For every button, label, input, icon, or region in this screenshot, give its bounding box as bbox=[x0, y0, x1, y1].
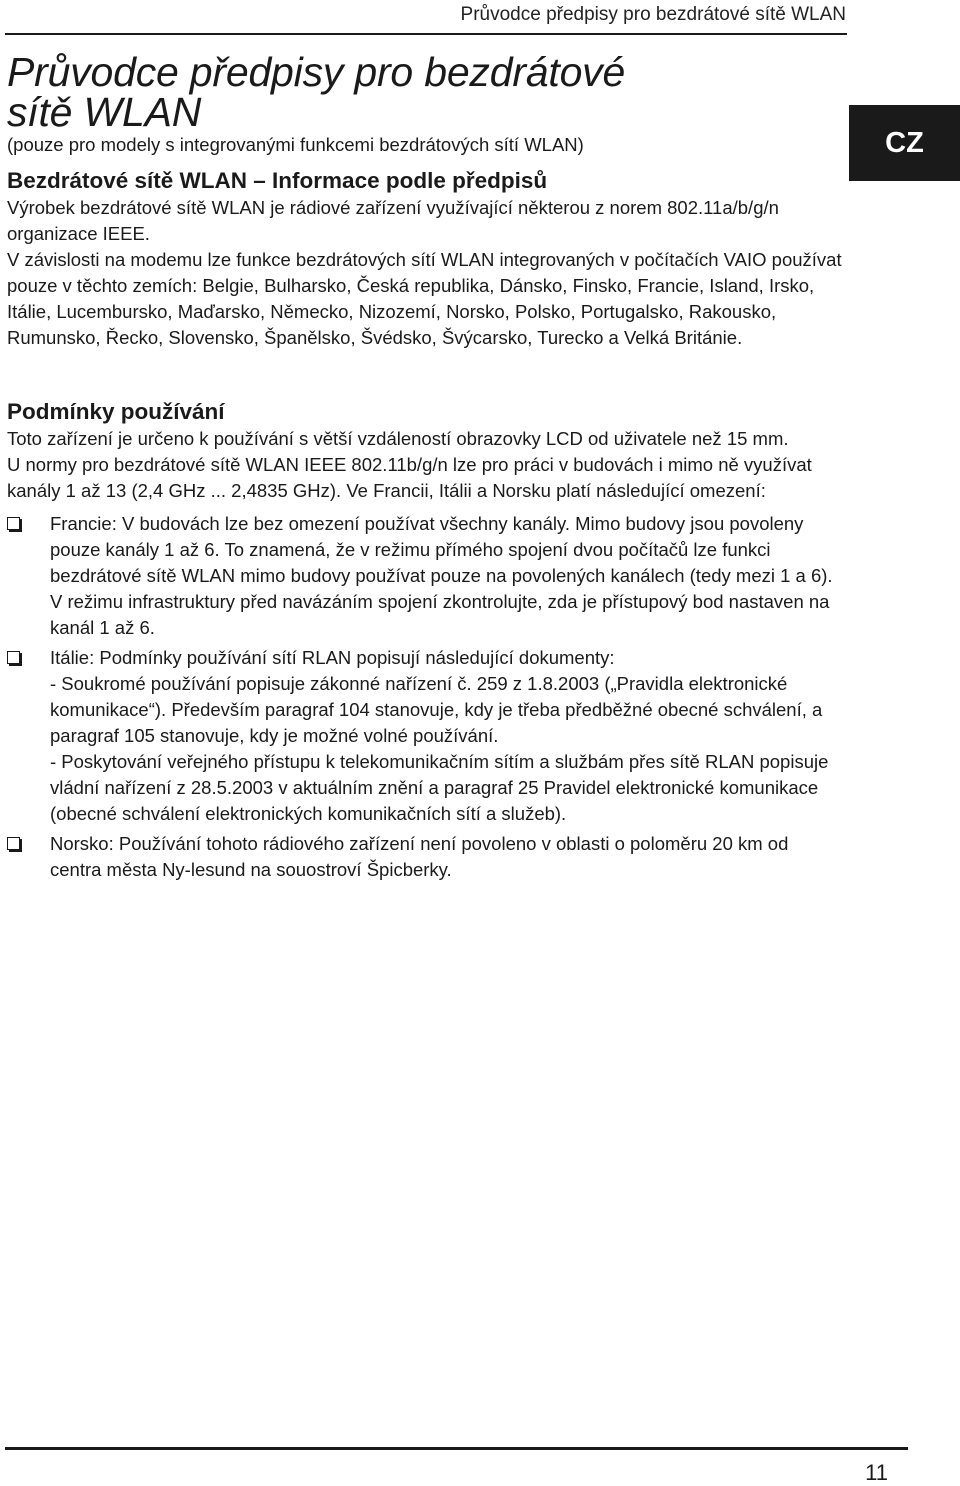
list-item-text: Norsko: Používání tohoto rádiového zařízení není povoleno v oblasti o poloměru 20 km od centra města Ny-lesund na souostroví Špicberky. bbox=[50, 833, 789, 880]
section-heading-regulatory: Bezdrátové sítě WLAN – Informace podle předpisů bbox=[7, 168, 548, 193]
list-item-france bbox=[7, 511, 843, 641]
checkbox-bullet-icon bbox=[7, 517, 20, 530]
paragraph-country-list: V závislosti na modemu lze funkce bezdrátových sítí WLAN integrovaných v počítačích VAIO používat pouze v těchto zemích: Belgie, Bulharsko, Česká republika, Dánsko, Finsko, Francie, Island, Irsko, Itálie, Lucembursko, Maďarsko, Německo, Nizozemí, Norsko, Polsko, Portugalsko, Rakousko, Rumunsko, Řecko, Slovensko, Španělsko, Švédsko, Švýcarsko, Turecko a Velká Británie. bbox=[7, 249, 842, 348]
page-title bbox=[7, 49, 843, 135]
page-subtitle: (pouze pro modely s integrovanými funkcemi bezdrátových sítí WLAN) bbox=[7, 134, 584, 155]
header-rule bbox=[5, 33, 847, 35]
page-title-line2: sítě WLAN bbox=[7, 89, 202, 135]
language-tab: CZ bbox=[849, 105, 960, 181]
section-heading-conditions: Podmínky používání bbox=[7, 399, 225, 424]
checkbox-bullet-icon bbox=[7, 651, 20, 664]
list-item-italy bbox=[7, 645, 843, 827]
list-item-norway bbox=[7, 831, 843, 883]
page-content bbox=[7, 49, 843, 887]
page-title-line1: Průvodce předpisy pro bezdrátové bbox=[7, 49, 626, 95]
list-item-text: - Soukromé používání popisuje zákonné nařízení č. 259 z 1.8.2003 („Pravidla elektronické komunikace“). Především paragraf 104 stanovuje, kdy je třeba předběžné obecné schválení, a paragraf 105 stanovuje, kdy je možné volné používání. bbox=[50, 673, 823, 746]
footer-rule bbox=[5, 1447, 908, 1450]
paragraph-lcd-distance: Toto zařízení je určeno k používání s větší vzdáleností obrazovky LCD od uživatele než 15 mm. bbox=[7, 428, 789, 449]
page-number: 11 bbox=[865, 1460, 888, 1485]
list-item-text: - Poskytování veřejného přístupu k telekomunikačním sítím a službám přes sítě RLAN popisuje vládní nařízení z 28.5.2003 v aktuálním znění a paragraf 25 Pravidel elektronické komunikace (obecné schválení elektronických komunikačních sítí a služeb). bbox=[50, 751, 829, 824]
restrictions-list bbox=[7, 511, 843, 883]
checkbox-bullet-icon bbox=[7, 837, 20, 850]
running-header: Průvodce předpisy pro bezdrátové sítě WLAN bbox=[460, 4, 846, 25]
list-item-text: Francie: V budovách lze bez omezení používat všechny kanály. Mimo budovy jsou povoleny pouze kanály 1 až 6. To znamená, že v režimu přímého spojení dvou počítačů lze funkci bezdrátové sítě WLAN mimo budovy používat pouze na povolených kanálech (tedy mezi 1 a 6). V režimu infrastruktury před navázáním spojení zkontrolujte, zda je přístupový bod nastaven na kanál 1 až 6. bbox=[50, 513, 833, 638]
paragraph-channels: U normy pro bezdrátové sítě WLAN IEEE 802.11b/g/n lze pro práci v budovách i mimo ně využívat kanály 1 až 13 (2,4 GHz ... 2,4835 GHz). Ve Francii, Itálii a Norsku platí následující omezení: bbox=[7, 454, 812, 501]
list-item-text: Itálie: Podmínky používání sítí RLAN popisují následující dokumenty: bbox=[50, 647, 615, 668]
paragraph-product-intro: Výrobek bezdrátové sítě WLAN je rádiové zařízení využívající některou z norem 802.11a/b/g/n organizace IEEE. bbox=[7, 197, 779, 244]
